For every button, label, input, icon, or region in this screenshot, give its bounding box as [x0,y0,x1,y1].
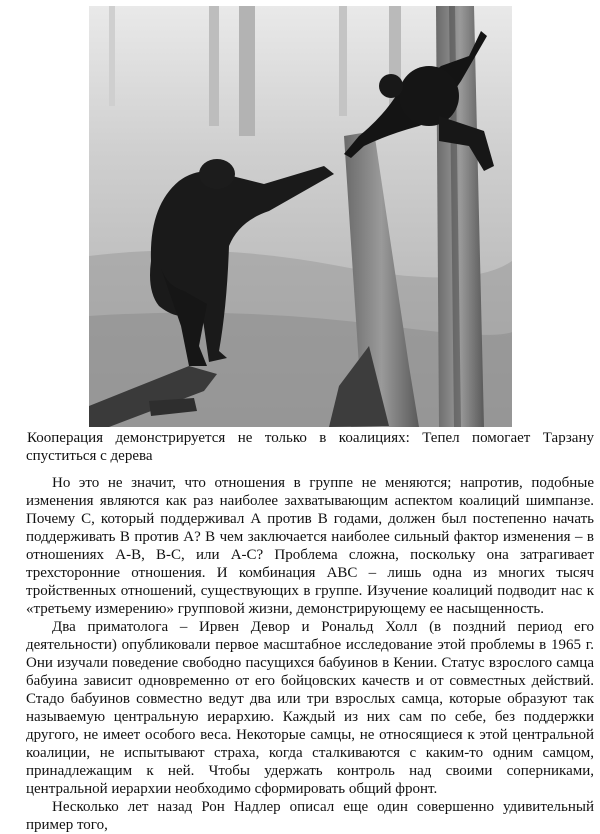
body-text [26,474,594,834]
figure-caption: Кооперация демонстрируется не только в коалициях: Тепел помогает Тарзану спуститься с дерева [26,430,594,464]
paragraph: Два приматолога – Ирвен Девор и Рональд Холл (в поздний период его деятельности) опубликовали первое масштабное исследование этой проблемы в 1965 г. Они изучали поведение свободно пасущихся бабуинов в Кении. Статус взрослого самца бабуина зависит одновременно от его бойцовских качеств и от совместных действий. Стадо бабуинов совместно ведут два или три взрослых самца, которые образуют так называемую центральную иерархию. Каждый из них сам по себе, без поддержки другого, не имеет особого веса. Некоторые самцы, не относящиеся к этой центральной коалиции, не испытывают страха, когда сталкиваются с каким-то одним самцом, принадлежащим к ней. Чтобы удержать контроль над своими соперниками, центральной иерархии необходимо сформировать общий фронт. [26,619,594,797]
paragraph: Но это не значит, что отношения в группе не меняются; напротив, подобные изменения являются как раз наиболее захватывающим аспектом коалиций шимпанзе. Почему С, который поддерживал А против В годами, должен был постепенно начать поддерживать В против А? В чем заключается наиболее сильный фактор изменения – в отношениях А-В, В-С, или А-С? Проблема сложна, поскольку она затрагивает трехсторонние отношения. И комбинация АВС – лишь одна из многих тысяч тройственных отношений, существующих в группе. Изучение коалиций подводит нас к «третьему измерению» групповой жизни, демонстрирующему ее насыщенность. [26,475,594,617]
paragraph: Несколько лет назад Рон Надлер описал еще один совершенно удивительный пример того, [26,799,594,833]
chimpanzees-photo-icon [89,6,512,427]
